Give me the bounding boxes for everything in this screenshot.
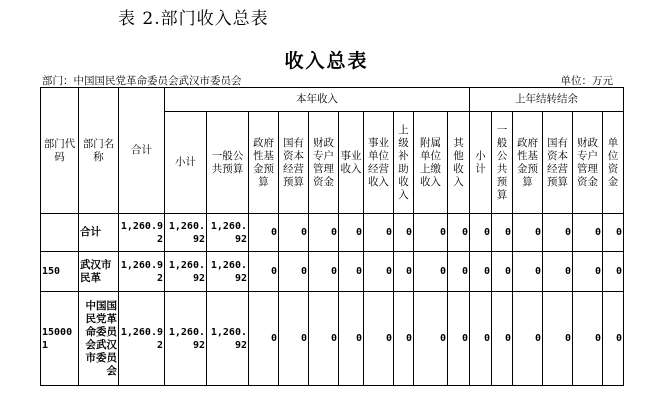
cell-state-capital: 0 xyxy=(279,292,309,386)
group-header-current-year-income: 本年收入 xyxy=(165,88,470,112)
cell-general-budget: 1,260.92 xyxy=(207,292,249,386)
col-header-prior-subtotal: 小计 xyxy=(470,112,492,214)
col-header-superior-subsidy: 上级补助收入 xyxy=(394,112,414,214)
cell-dept-name: 合计 xyxy=(79,214,119,252)
cell-subtotal: 1,260.92 xyxy=(165,292,207,386)
col-header-gov-fund: 政府性基金预算 xyxy=(249,112,279,214)
cell-prior-fiscal-special: 0 xyxy=(573,292,603,386)
col-header-prior-state-capital: 国有资本经营预算 xyxy=(543,112,573,214)
cell-state-capital: 0 xyxy=(279,252,309,292)
cell-prior-fiscal-special: 0 xyxy=(573,252,603,292)
cell-business-income: 0 xyxy=(339,214,364,252)
col-header-affiliated-remit: 附属单位上缴收入 xyxy=(414,112,448,214)
header-row-groups xyxy=(41,88,624,112)
group-header-prior-year-balance: 上年结转结余 xyxy=(470,88,624,112)
cell-gov-fund: 0 xyxy=(249,292,279,386)
page-title: 收入总表 xyxy=(284,50,369,72)
cell-superior-subsidy: 0 xyxy=(394,292,414,386)
cell-subtotal: 1,260.92 xyxy=(165,252,207,292)
col-header-prior-unit-funds: 单位资金 xyxy=(603,112,624,214)
col-header-general-budget: 一般公共预算 xyxy=(207,112,249,214)
income-summary-table xyxy=(40,87,624,386)
cell-subtotal: 1,260.92 xyxy=(165,214,207,252)
cell-prior-gov-fund: 0 xyxy=(513,252,543,292)
cell-total: 1,260.92 xyxy=(119,292,165,386)
cell-prior-state-capital: 0 xyxy=(543,292,573,386)
col-header-subtotal: 小计 xyxy=(165,112,207,214)
cell-total: 1,260.92 xyxy=(119,214,165,252)
cell-other-income: 0 xyxy=(448,252,470,292)
cell-general-budget: 1,260.92 xyxy=(207,214,249,252)
cell-prior-general-budget: 0 xyxy=(492,252,513,292)
cell-dept-code xyxy=(41,214,79,252)
cell-general-budget: 1,260.92 xyxy=(207,252,249,292)
cell-superior-subsidy: 0 xyxy=(394,214,414,252)
col-header-other-income: 其他收入 xyxy=(448,112,470,214)
cell-prior-general-budget: 0 xyxy=(492,214,513,252)
cell-business-income: 0 xyxy=(339,252,364,292)
cell-superior-subsidy: 0 xyxy=(394,252,414,292)
cell-prior-subtotal: 0 xyxy=(470,214,492,252)
cell-business-unit-operating: 0 xyxy=(364,292,394,386)
cell-business-income: 0 xyxy=(339,292,364,386)
cell-gov-fund: 0 xyxy=(249,214,279,252)
table-row xyxy=(41,292,624,386)
cell-affiliated-remit: 0 xyxy=(414,292,448,386)
cell-fiscal-special: 0 xyxy=(309,214,339,252)
cell-prior-general-budget: 0 xyxy=(492,292,513,386)
cell-gov-fund: 0 xyxy=(249,252,279,292)
cell-dept-name: 武汉市民革 xyxy=(79,252,119,292)
cell-prior-subtotal: 0 xyxy=(470,252,492,292)
table-row xyxy=(41,252,624,292)
col-header-dept-code: 部门代码 xyxy=(41,88,79,214)
col-header-dept-name: 部门名称 xyxy=(79,88,119,214)
col-header-state-capital: 国有资本经营预算 xyxy=(279,112,309,214)
cell-prior-subtotal: 0 xyxy=(470,292,492,386)
cell-fiscal-special: 0 xyxy=(309,252,339,292)
cell-prior-state-capital: 0 xyxy=(543,252,573,292)
col-header-prior-fiscal-special: 财政专户管理资金 xyxy=(573,112,603,214)
department-label: 部门：中国国民党革命委员会武汉市委员会 xyxy=(42,75,242,87)
cell-prior-state-capital: 0 xyxy=(543,214,573,252)
col-header-prior-gov-fund: 政府性基金预算 xyxy=(513,112,543,214)
cell-dept-name: 中国国民党革命委员会武汉市委员会 xyxy=(79,292,119,386)
cell-prior-unit-funds: 0 xyxy=(603,252,624,292)
cell-fiscal-special: 0 xyxy=(309,292,339,386)
cell-state-capital: 0 xyxy=(279,214,309,252)
cell-business-unit-operating: 0 xyxy=(364,252,394,292)
col-header-prior-general-budget: 一般公共预算 xyxy=(492,112,513,214)
cell-prior-unit-funds: 0 xyxy=(603,292,624,386)
table-number-heading: 表 2.部门收入总表 xyxy=(118,9,269,29)
cell-dept-code: 150 xyxy=(41,252,79,292)
cell-affiliated-remit: 0 xyxy=(414,214,448,252)
col-header-business-income: 事业收入 xyxy=(339,112,364,214)
col-header-business-unit-operating: 事业单位经营收入 xyxy=(364,112,394,214)
cell-other-income: 0 xyxy=(448,292,470,386)
cell-other-income: 0 xyxy=(448,214,470,252)
table-row xyxy=(41,214,624,252)
col-header-total: 合计 xyxy=(119,88,165,214)
cell-total: 1,260.92 xyxy=(119,252,165,292)
col-header-fiscal-special: 财政专户管理资金 xyxy=(309,112,339,214)
cell-prior-unit-funds: 0 xyxy=(603,214,624,252)
cell-affiliated-remit: 0 xyxy=(414,252,448,292)
cell-prior-gov-fund: 0 xyxy=(513,214,543,252)
unit-label: 单位：万元 xyxy=(560,75,613,87)
cell-prior-fiscal-special: 0 xyxy=(573,214,603,252)
cell-prior-gov-fund: 0 xyxy=(513,292,543,386)
cell-dept-code: 150001 xyxy=(41,292,79,386)
cell-business-unit-operating: 0 xyxy=(364,214,394,252)
